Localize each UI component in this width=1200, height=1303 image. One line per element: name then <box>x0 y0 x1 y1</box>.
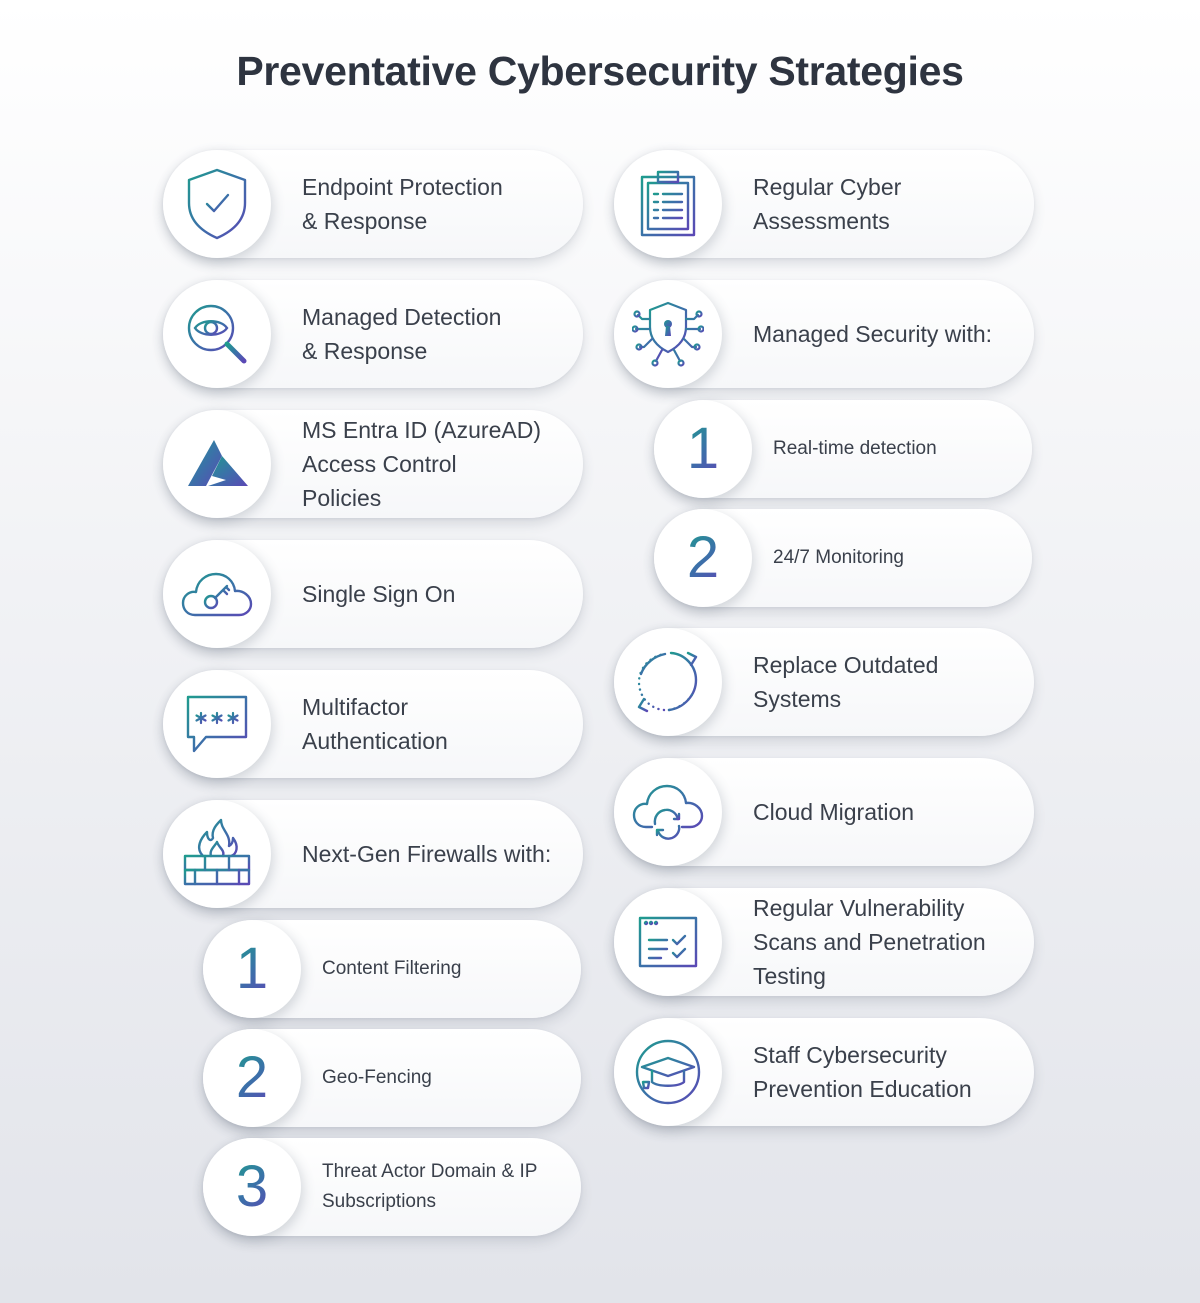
number-badge <box>203 1138 301 1236</box>
strategy-vulnerability-scans <box>614 888 1034 996</box>
strategy-staff-education <box>614 1018 1034 1126</box>
shield-circuit-icon <box>614 280 722 388</box>
strategy-next-gen-firewalls <box>163 800 583 908</box>
refresh-cycle-icon <box>614 628 722 736</box>
sub-item-label: Threat Actor Domain & IP Subscriptions <box>322 1161 538 1212</box>
sub-item-number: 2 <box>235 1045 269 1110</box>
strategy-managed-security <box>614 280 1034 388</box>
strategy-label: MS Entra ID (AzureAD) Access Control Policies <box>302 417 541 511</box>
sub-item-number: 1 <box>686 416 720 481</box>
sub-item-number: 1 <box>235 936 269 1001</box>
strategy-replace-outdated <box>614 628 1034 736</box>
number-badge <box>203 920 301 1018</box>
strategy-managed-detection <box>163 280 583 388</box>
number-badge <box>654 400 752 498</box>
firewall-icon <box>163 800 271 908</box>
eye-magnifier-icon <box>163 280 271 388</box>
strategy-single-sign-on <box>163 540 583 648</box>
strategy-multifactor-auth <box>163 670 583 778</box>
strategy-label: Replace Outdated Systems <box>753 652 939 712</box>
shield-check-icon <box>163 150 271 258</box>
azure-logo-icon <box>163 410 271 518</box>
strategy-label: Managed Security with: <box>753 321 993 347</box>
strategy-cyber-assessments <box>614 150 1034 258</box>
cloud-sync-icon <box>614 758 722 866</box>
strategy-label: Next-Gen Firewalls with: <box>302 841 552 867</box>
number-badge <box>654 509 752 607</box>
strategy-label: Endpoint Protection & Response <box>302 174 503 234</box>
strategy-label: Staff Cybersecurity Prevention Education <box>753 1042 972 1102</box>
firewall-sub-item <box>203 1138 581 1236</box>
managed-security-sub-item <box>654 509 1032 607</box>
sub-item-label: Content Filtering <box>322 958 462 979</box>
strategy-label: Cloud Migration <box>753 799 915 825</box>
sub-item-label: 24/7 Monitoring <box>773 547 904 568</box>
strategy-cloud-migration <box>614 758 1034 866</box>
firewall-sub-item <box>203 1029 581 1127</box>
cloud-key-icon <box>163 540 271 648</box>
graduation-cap-icon <box>614 1018 722 1126</box>
strategy-label: Single Sign On <box>302 581 456 607</box>
strategy-label: Regular Cyber Assessments <box>753 174 902 234</box>
number-badge <box>203 1029 301 1127</box>
sub-item-label: Geo-Fencing <box>322 1067 432 1088</box>
sub-item-number: 2 <box>686 525 720 590</box>
strategy-ms-entra-id <box>163 410 583 518</box>
strategy-label: Multifactor Authentication <box>302 694 448 754</box>
sub-item-number: 3 <box>235 1154 269 1219</box>
password-chat-icon <box>163 670 271 778</box>
sub-item-label: Real-time detection <box>773 438 937 459</box>
page-title: Preventative Cybersecurity Strategies <box>236 48 964 94</box>
clipboard-icon <box>614 150 722 258</box>
firewall-sub-item <box>203 920 581 1018</box>
strategy-label: Managed Detection & Response <box>302 304 502 364</box>
browser-checklist-icon <box>614 888 722 996</box>
strategy-label: Regular Vulnerability Scans and Penetration Testing <box>753 895 986 989</box>
managed-security-sub-item <box>654 400 1032 498</box>
strategy-endpoint-protection <box>163 150 583 258</box>
